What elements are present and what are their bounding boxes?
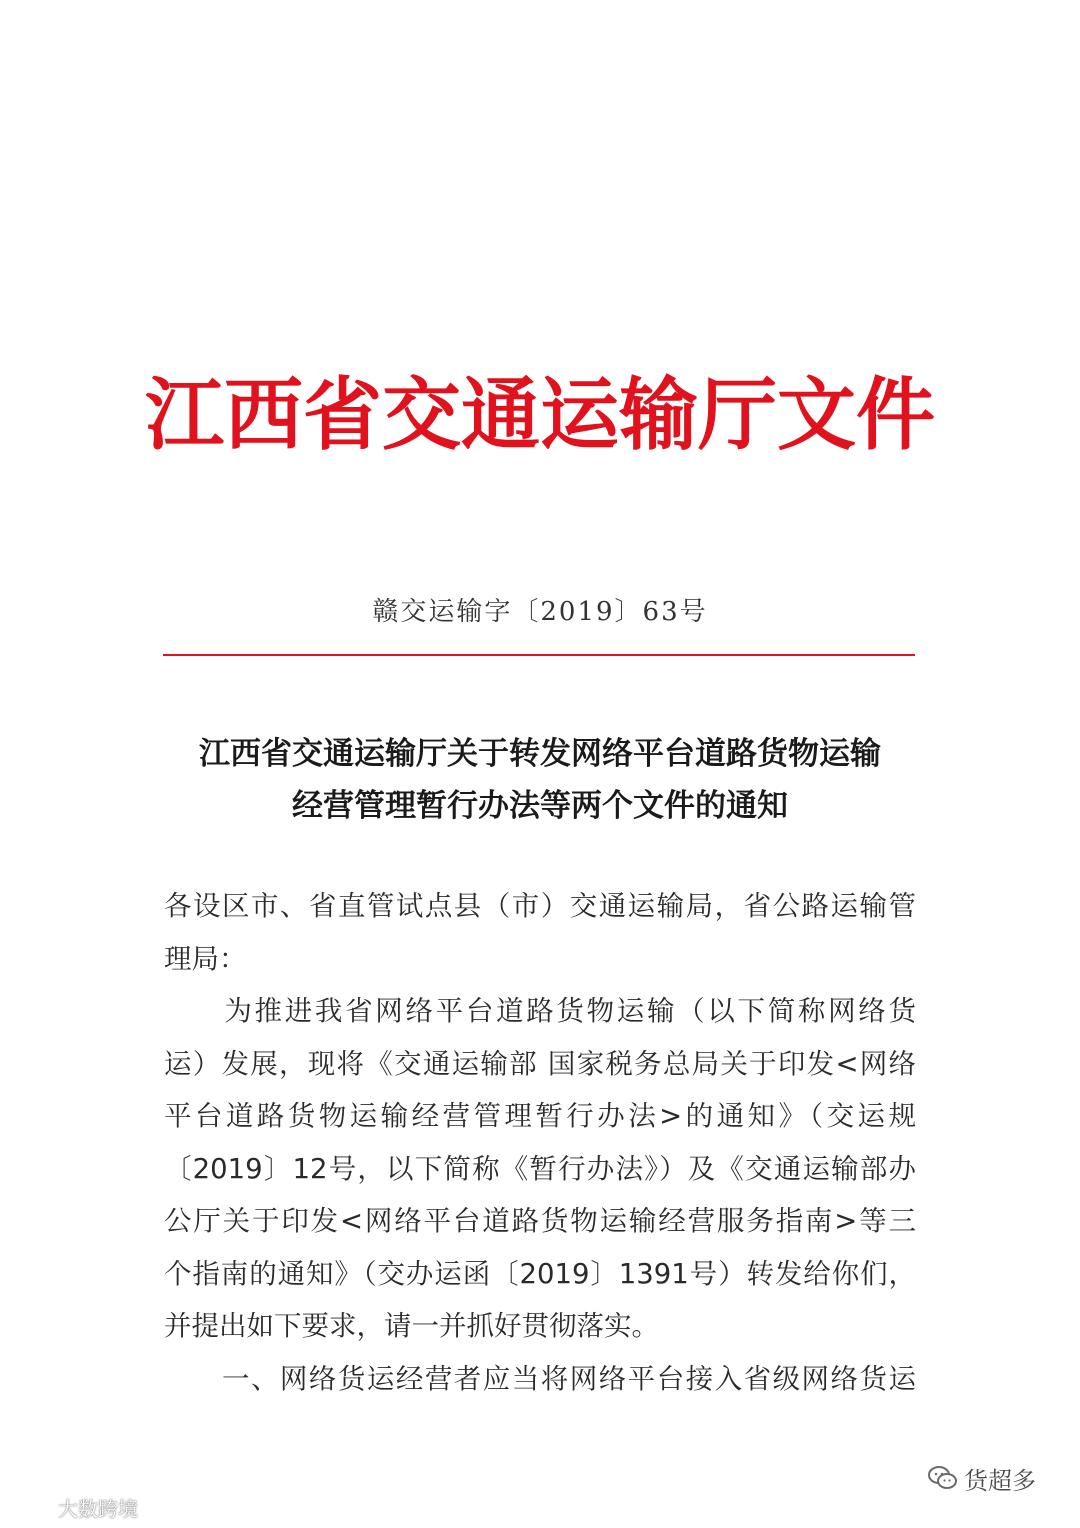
- issuer-banner: 江西省交通运输厅文件: [145, 368, 935, 461]
- title-line-1: 江西省交通运输厅关于转发网络平台道路货物运输: [199, 736, 881, 772]
- title-line-2: 经营管理暂行办法等两个文件的通知: [292, 788, 788, 824]
- watermark-left-text: 大数跨境: [58, 1496, 138, 1521]
- dashujuajing-logo-icon: [6, 1496, 52, 1518]
- body-line: 运）发展，现将《交通运输部 国家税务总局关于印发<网络: [164, 1047, 916, 1080]
- watermark-right: [928, 1458, 1036, 1498]
- body-line: 〔2019〕12号，以下简称《暂行办法》）及《交通运输部办: [164, 1152, 916, 1185]
- body-line: 公厅关于印发<网络平台道路货物运输经营服务指南>等三: [164, 1205, 916, 1237]
- body-line: 一、网络货运经营者应当将网络平台接入省级网络货运: [164, 1362, 916, 1395]
- wechat-icon: [928, 1465, 958, 1491]
- watermark-left: [6, 1492, 138, 1522]
- body-line: 个指南的通知》（交办运函〔2019〕1391号）转发给你们，: [164, 1257, 916, 1290]
- red-divider: [163, 654, 915, 656]
- body-line: 理局：: [164, 942, 247, 975]
- document-title: [160, 728, 920, 832]
- body-line: 平台道路货物运输经营管理暂行办法>的通知》（交运规: [164, 1100, 916, 1132]
- body-line: 各设区市、省直管试点县（市）交通运输局，省公路运输管: [164, 890, 916, 922]
- body-line: 为推进我省网络平台道路货物运输（以下简称网络货: [164, 995, 916, 1027]
- document-body: [164, 880, 916, 1405]
- watermark-right-text: 货超多: [964, 1466, 1036, 1495]
- doc-number: 赣交运输字〔2019〕63号: [372, 597, 708, 627]
- body-line: 并提出如下要求，请一并抓好贯彻落实。: [164, 1310, 659, 1342]
